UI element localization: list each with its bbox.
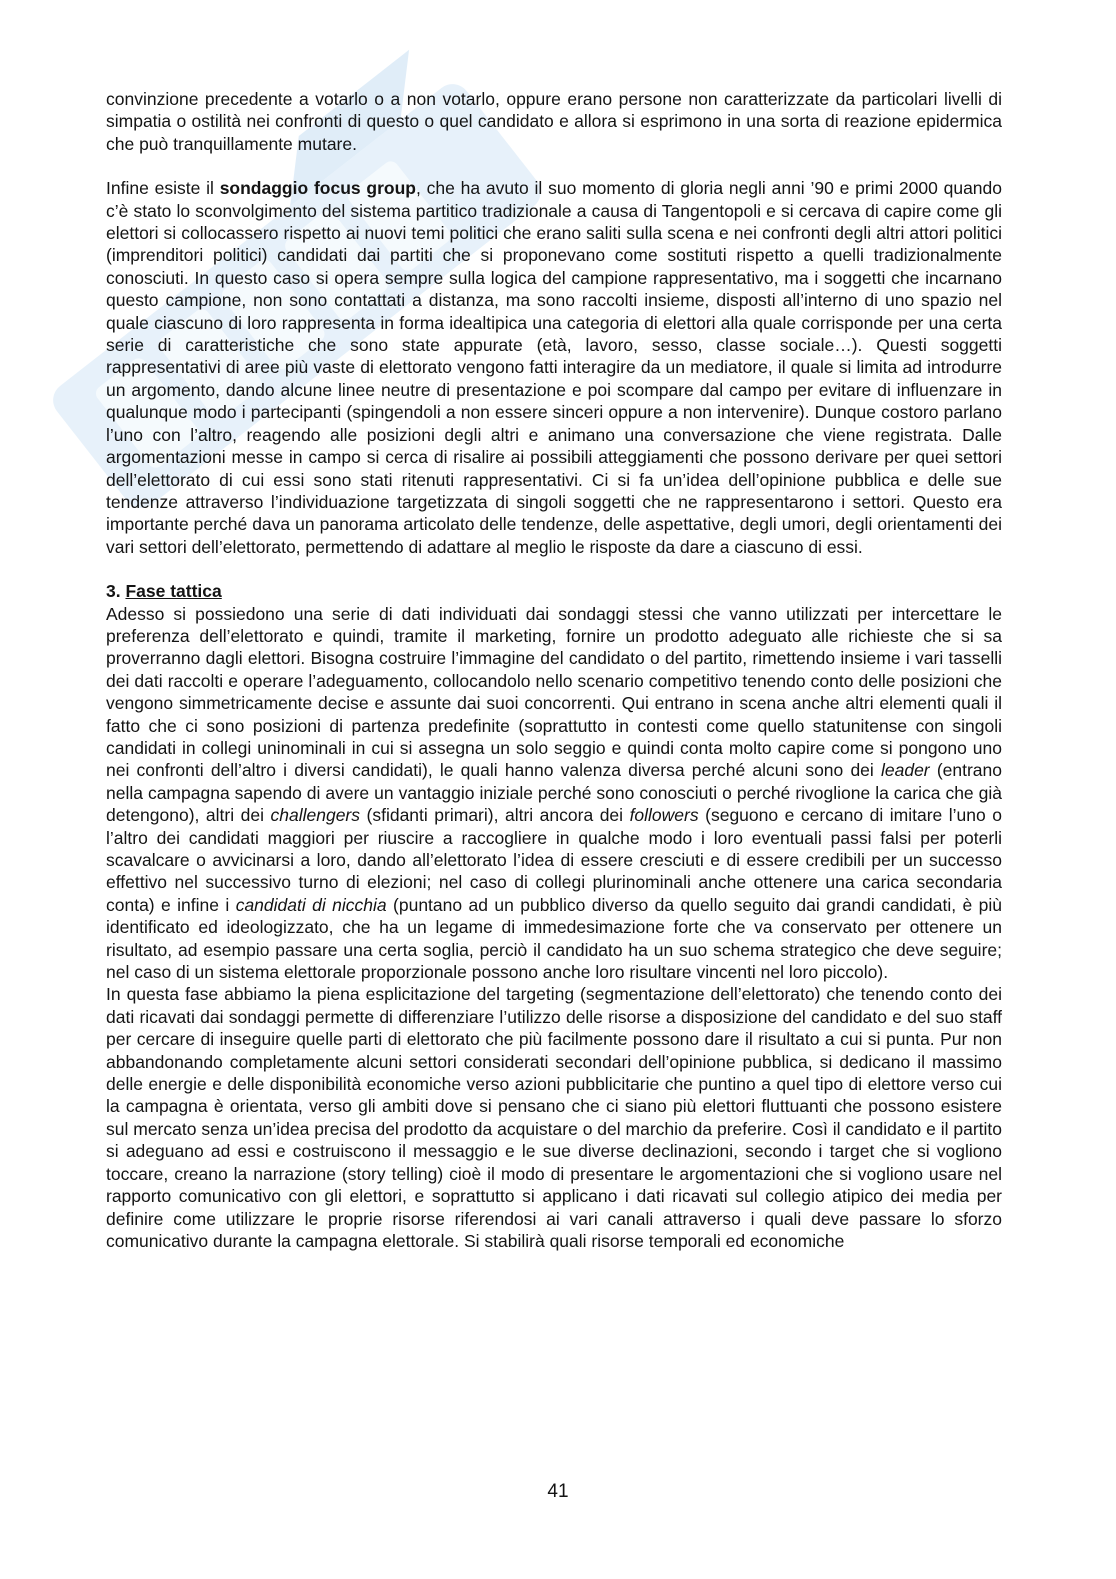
paragraph-focus-group bbox=[106, 177, 1002, 558]
text-run: , che ha avuto il suo momento di gloria negli anni ’90 e primi 2000 quando c’è stato lo sconvolgimento del sistema partitico tradizionale a causa di Tangentopoli e si cercava di capire come gli elettori si collocassero rispetto ai nuovi temi politici che erano saliti sulla scena e nei confronti degli altri attori politici (imprenditori politici) candidati dai partiti che si proponevano come sostituti rispetto a quelli tradizionalmente conosciuti. In questo caso si opera sempre sulla logica del campione rappresentativo, ma i soggetti che incarnano questo campione, non sono contattati a distanza, ma sono raccolti insieme, disposti all’interno di uno spazio nel quale ciascuno di loro rappresenta in forma idealtipica una categoria di elettori alla quale corrisponde per una certa serie di caratteristiche che sono state appurate (età, lavoro, sesso, classe sociale…). Questi soggetti rappresentativi di aree più vaste di elettorato vengono fatti interagire da un mediatore, il quale si limita ad introdurre un argomento, dando alcune linee neutre di presentazione e poi scompare dal campo per evitare di influenzare in qualunque modo i partecipanti (spingendoli a non essere sinceri oppure a non intervenire). Dunque costoro parlano l’uno con l’altro, reagendo alle posizioni degli altri e animano una conversazione che viene registrata. Dalle argomentazioni messe in campo si cerca di risalire ai possibili atteggiamenti che possono derivare per quei settori dell’elettorato di cui essi sono stati ritenuti rappresentativi. Ci si fa un’idea dell’opinione pubblica e delle sue tendenze attraverso l’individuazione targetizzata di singoli soggetti che ne rappresentarono i settori. Questo era importante perché dava un panorama articolato delle tendenze, delle aspettative, degli umori, degli orientamenti dei vari settori dell’elettorato, permettendo di adattare al meglio le risposte da dare a ciascuno di essi. bbox=[106, 178, 1002, 557]
italic-term-challengers: challengers bbox=[270, 805, 360, 826]
paragraph-tactical-phase bbox=[106, 603, 1002, 984]
text-run: (seguono e cercano di imitare l’uno o l’altro dei candidati maggiori per riuscire a raccogliere in qualche modo i loro eventuali passi falsi per poterli scavalcare o avvicinarsi a loro, dando all’elettorato l’idea di essere cresciuti e di essere credibili per un successo effettivo nel successivo turno di elezioni; nel caso di collegi plurinominali anche ottenere una carica secondaria conta) e infine i bbox=[106, 805, 1002, 915]
text-run: (sfidanti primari), altri ancora dei bbox=[360, 805, 630, 826]
text-run: (entrano nella campagna sapendo di avere un vantaggio iniziale perché sono conosciuti o perché rivoglione la carica che già detengono), altri dei bbox=[106, 760, 1002, 826]
italic-term-leader: leader bbox=[880, 760, 930, 781]
section-heading bbox=[106, 580, 1002, 602]
paragraph-targeting: In questa fase abbiamo la piena esplicitazione del targeting (segmentazione dell’elettorato) che tenendo conto dei dati ricavati dai sondaggi permette di differenziare l’utilizzo delle risorse a disposizione del candidato e del suo staff per cercare di inseguire quelle parti di elettorato che più facilmente possono dare il risultato a cui si punta. Pur non abbandonando completamente alcuni settori considerati secondari dell’opinione pubblica, si dedicano il massimo delle energie e delle disponibilità economiche verso azioni pubblicitarie che puntino a quel tipo di elettore verso cui la campagna è orientata, verso gli ambiti dove si pensano che ci siano più elettori fluttuanti che possono esistere sul mercato senza un’idea precisa del prodotto da acquistare o del marchio da preferire. Così il candidato e il partito si adeguano ad essi e costruiscono il messaggio e le sue diverse declinazioni, secondo i target che si vogliono toccare, creano la narrazione (story telling) cioè il modo di presentare le argomentazioni che si vogliono usare nel rapporto comunicativo con gli elettori, e soprattutto si applicano i dati ricavati sul collegio atipico dei media per definire come utilizzare le proprie risorse riferendosi ai vari canali attraverso i quali deve passare lo sforzo comunicativo durante la campagna elettorale. Si stabilirà quali risorse temporali ed economiche bbox=[106, 984, 1002, 1251]
bold-term-focus-group: sondaggio focus group bbox=[219, 178, 416, 199]
section-number: 3. bbox=[106, 581, 126, 602]
document-body bbox=[106, 88, 1002, 1252]
page-number: 41 bbox=[547, 1481, 569, 1502]
paragraph-continuation: convinzione precedente a votarlo o a non votarlo, oppure erano persone non caratterizzate da particolari livelli di simpatia o ostilità nei confronti di questo o quel candidato e allora si esprimono in una sorta di reazione epidermica che può tranquillamente mutare. bbox=[106, 89, 1002, 154]
text-run: Adesso si possiedono una serie di dati individuati dai sondaggi stessi che vanno utilizzati per intercettare le preferenza dell’elettorato e quindi, tramite il marketing, fornire un prodotto adeguato alle richieste che si sa proverranno dagli elettori. Bisogna costruire l’immagine del candidato o del partito, rimettendo insieme i vari tasselli dei dati raccolti e operare l’adeguamento, collocandolo nello scenario competitivo tenendo conto delle posizioni che vengono simmetricamente decise e assunte dai suoi concorrenti. Qui entrano in scena anche altri elementi quali il fatto che ci sono posizioni di partenza predefinite (soprattutto in contesti come quello statunitense con singoli candidati in collegi uninominali in cui si assegna un solo seggio e quindi conta molto capire come si pongono uno nei confronti dell’altro i diversi candidati), le quali hanno valenza diversa perché alcuni sono dei bbox=[106, 603, 1002, 781]
text-run: (puntano ad un pubblico diverso da quello seguito dai grandi candidati, è più identificato ed ideologizzato, che ha un legame di immedesimazione forte che va conservato per ottenere un risultato, ad esempio passare una certa soglia, perciò il candidato ha un suo schema strategico che deve seguire; nel caso di un sistema elettorale proporzionale possono anche loro risultare vincenti nel loro piccolo). bbox=[106, 894, 1002, 983]
italic-term-niche-candidates: candidati di nicchia bbox=[235, 894, 387, 915]
text-run: Infine esiste il bbox=[106, 178, 220, 199]
italic-term-followers: followers bbox=[629, 805, 699, 826]
section-title: Fase tattica bbox=[125, 581, 222, 602]
